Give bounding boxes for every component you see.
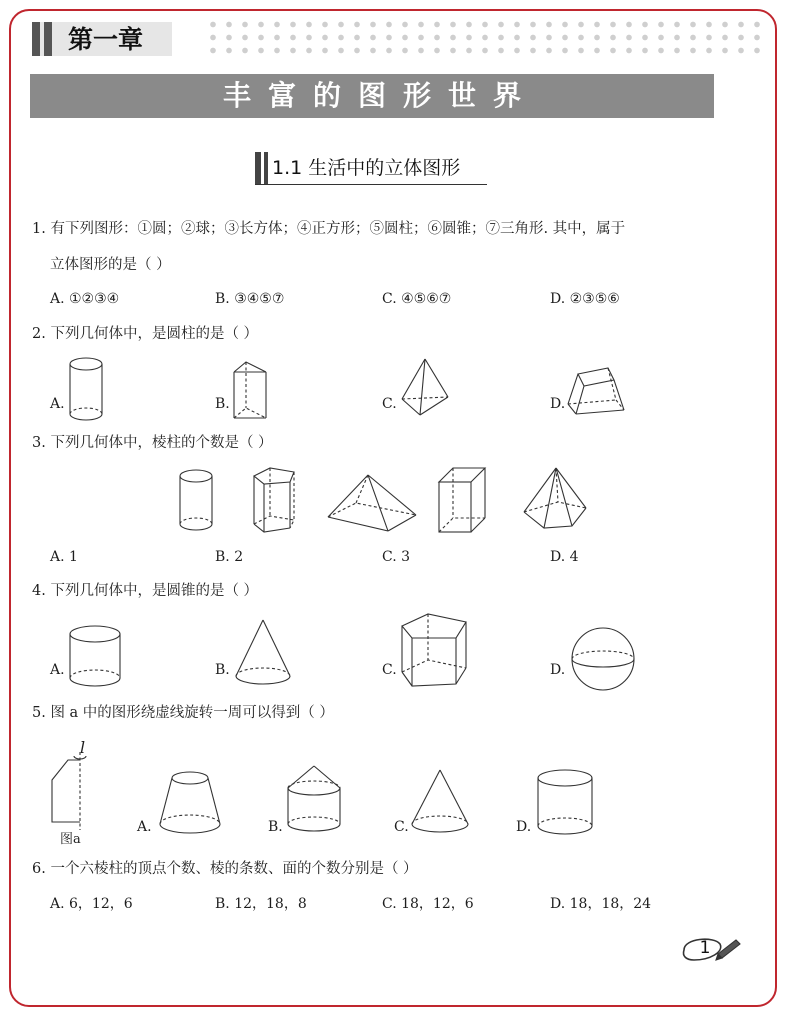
q2-option-a: A. [50, 396, 65, 412]
q3-option-d: D. 4 [550, 549, 579, 565]
figure-a-caption: 图a [60, 832, 81, 847]
cone-on-cylinder-figure [286, 764, 342, 838]
pentagonal-prism-figure [400, 612, 470, 690]
pentagonal-prism-figure [252, 466, 298, 536]
sphere-figure [570, 626, 636, 692]
q5-option-c: C. [394, 819, 409, 835]
question-1-text: 1. 有下列图形：①圆；②球；③长方体；④正方形；⑤圆柱；⑥圆锥；⑦三角形. 其中，属于 [32, 221, 626, 237]
chapter-bar-decoration [32, 22, 40, 56]
triangular-pyramid-figure [400, 357, 450, 419]
question-3-text: 3. 下列几何体中，棱柱的个数是（ ） [32, 435, 273, 451]
q6-option-a: A. 6，12，6 [50, 896, 133, 912]
q1-option-b: B. ③④⑤⑦ [215, 291, 285, 307]
q6-option-c: C. 18，12，6 [382, 896, 474, 912]
triangular-prism-figure [232, 360, 272, 424]
square-pyramid-figure [326, 473, 418, 535]
q5-option-a: A. [137, 819, 152, 835]
q5-option-b: B. [268, 819, 283, 835]
section-mark-decoration [264, 152, 268, 184]
cylinder-figure [68, 624, 124, 690]
cuboid-figure [437, 466, 487, 536]
q2-option-d: D. [550, 396, 566, 412]
q2-option-b: B. [215, 396, 230, 412]
q3-option-a: A. 1 [50, 549, 78, 565]
q2-option-c: C. [382, 396, 397, 412]
cone-figure [234, 618, 292, 690]
q4-option-d: D. [550, 662, 566, 678]
figure-a-shape [50, 752, 90, 832]
q3-option-b: B. 2 [215, 549, 244, 565]
chapter-bar-decoration [44, 22, 52, 56]
q1-option-a: A. ①②③④ [50, 291, 120, 307]
frustum-cone-figure [158, 770, 222, 836]
question-1-text-line2: 立体图形的是（ ） [50, 257, 171, 273]
cylinder-figure [68, 357, 104, 423]
question-5-text: 5. 图 a 中的图形绕虚线旋转一周可以得到（ ） [32, 705, 334, 721]
q6-option-d: D. 18，18，24 [550, 896, 652, 912]
question-6-text: 6. 一个六棱柱的顶点个数、棱的条数、面的个数分别是（ ） [32, 861, 418, 877]
q3-option-c: C. 3 [382, 549, 411, 565]
chapter-label: 第一章 [68, 25, 144, 54]
section-mark-decoration [255, 152, 261, 184]
q1-option-d: D. ②③⑤⑥ [550, 291, 620, 307]
q5-option-d: D. [516, 819, 532, 835]
question-2-text: 2. 下列几何体中，是圆柱的是（ ） [32, 326, 259, 342]
section-heading: 1.1 生活中的立体图形 [272, 157, 461, 179]
cylinder-figure [536, 768, 594, 838]
chapter-title: 丰富的图形世界 [222, 79, 538, 112]
q4-option-c: C. [382, 662, 397, 678]
dot-pattern-decoration [205, 18, 765, 60]
q6-option-b: B. 12，18，8 [215, 896, 307, 912]
question-4-text: 4. 下列几何体中，是圆锥的是（ ） [32, 583, 259, 599]
cylinder-figure [178, 468, 214, 534]
q4-option-a: A. [50, 662, 65, 678]
cone-figure [410, 768, 470, 838]
rotation-axis-label: l [80, 738, 86, 757]
q1-option-c: C. ④⑤⑥⑦ [382, 291, 452, 307]
q4-option-b: B. [215, 662, 230, 678]
page-number: 1 [699, 938, 711, 958]
pentagonal-pyramid-figure [522, 466, 588, 534]
frustum-figure [566, 366, 626, 418]
